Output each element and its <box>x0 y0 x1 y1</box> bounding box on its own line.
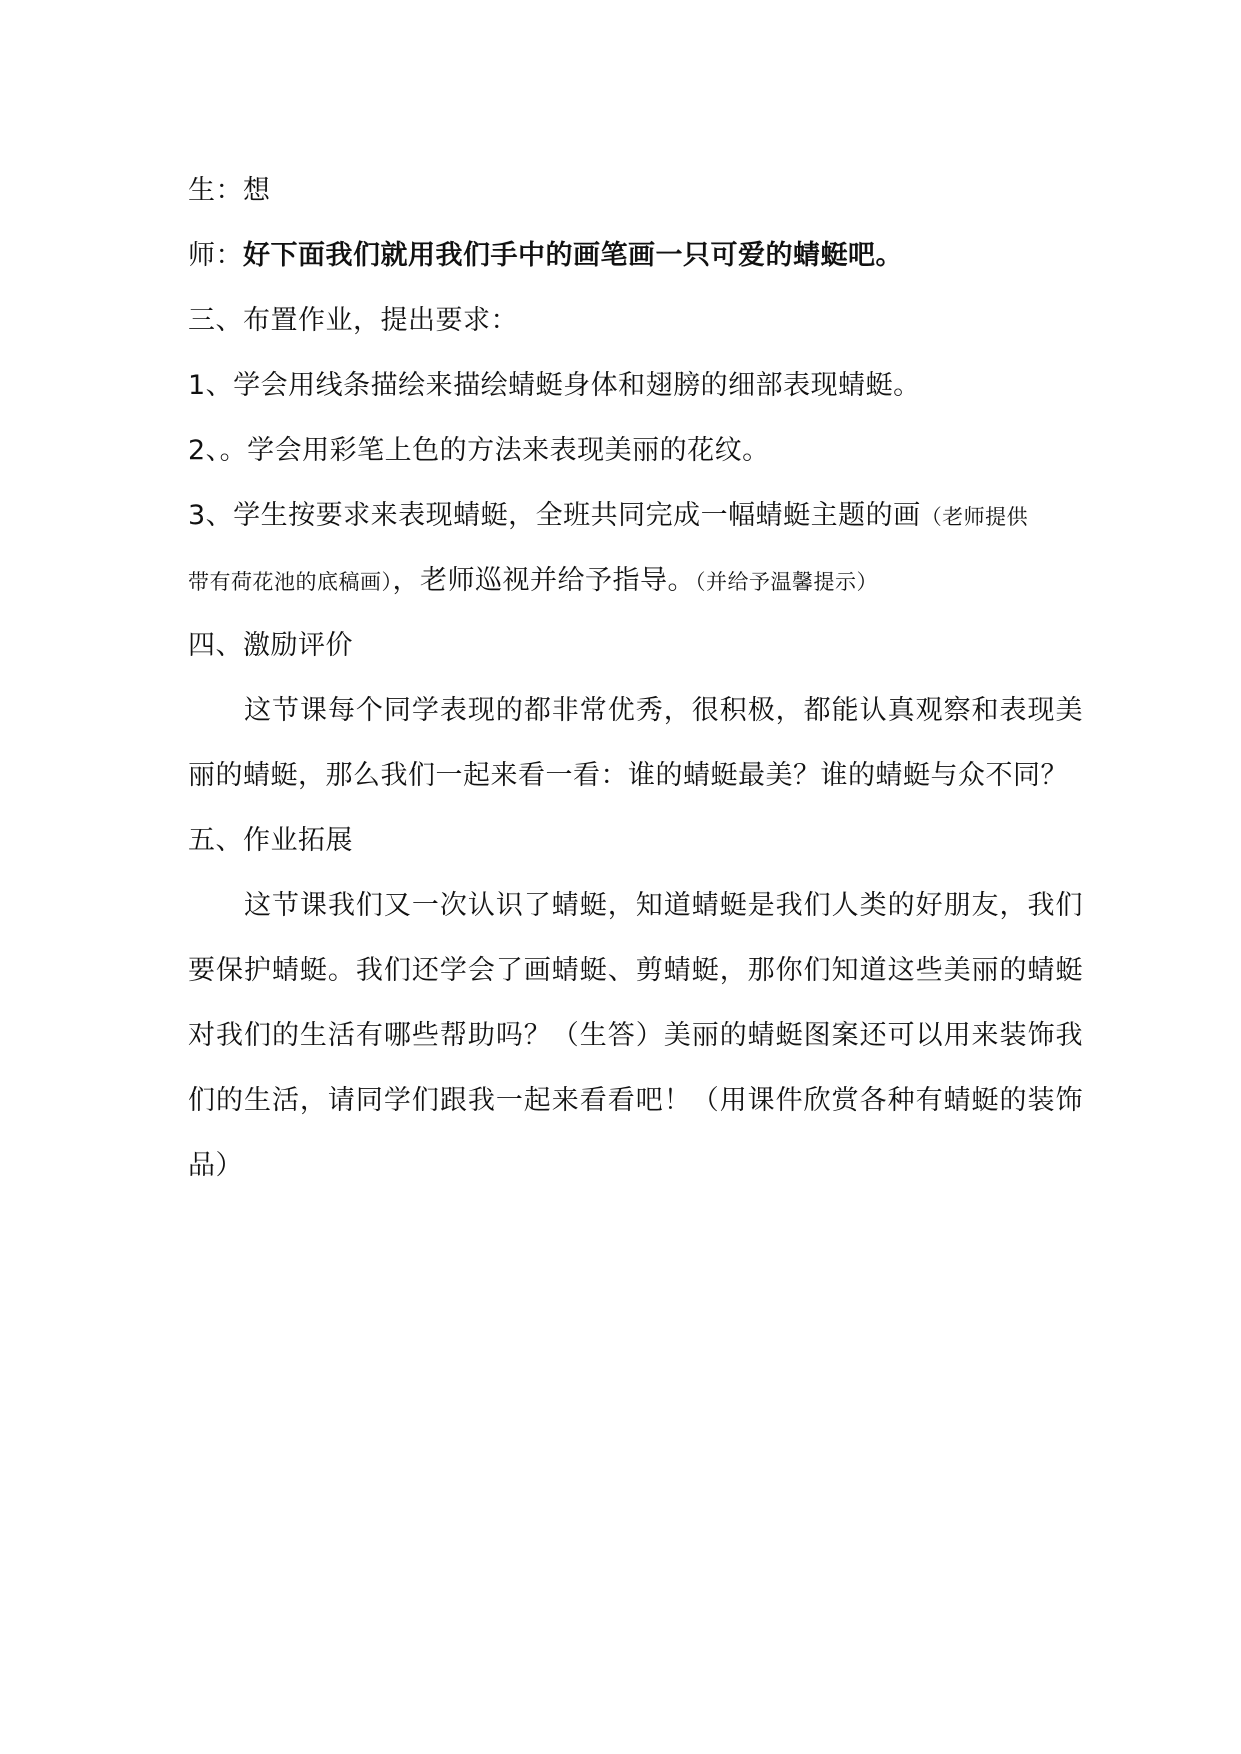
document-body <box>188 158 1083 1198</box>
requirement-item-2: 2、。学会用彩笔上色的方法来表现美丽的花纹。 <box>188 435 770 466</box>
student-line: 生：想 <box>188 175 271 206</box>
requirement-item-3 <box>188 483 1083 548</box>
requirement-item-3-note-cont: 带有荷花池的底稿画） <box>188 570 393 594</box>
requirement-item-3-tip: （并给予温馨提示） <box>695 570 878 594</box>
requirement-item-3-note: （老师提供 <box>920 505 1029 529</box>
section-heading-3: 三、布置作业，提出要求： <box>188 305 518 336</box>
requirement-item-3-guidance: ，老师巡视并给予指导。 <box>392 565 695 596</box>
evaluation-paragraph: 这节课每个同学表现的都非常优秀，很积极，都能认真观察和表现美丽的蜻蜓，那么我们一起来看一看：谁的蜻蜓最美？谁的蜻蜓与众不同？ <box>188 695 1083 791</box>
teacher-statement: 好下面我们就用我们手中的画笔画一只可爱的蜻蜓吧。 <box>243 240 903 271</box>
extension-paragraph: 这节课我们又一次认识了蜻蜓，知道蜻蜓是我们人类的好朋友，我们要保护蜻蜓。我们还学会了画蜻蜓、剪蜻蜓，那你们知道这些美丽的蜻蜓对我们的生活有哪些帮助吗？（生答）美丽的蜻蜓图案还可以用来装饰我们的生活，请同学们跟我一起来看看吧！（用课件欣赏各种有蜻蜓的装饰品） <box>188 890 1083 1181</box>
section-heading-5: 五、作业拓展 <box>188 825 353 856</box>
teacher-prefix: 师： <box>188 240 243 271</box>
requirement-item-3-main: 3、学生按要求来表现蜻蜓，全班共同完成一幅蜻蜓主题的画 <box>188 500 921 531</box>
section-heading-4: 四、激励评价 <box>188 630 353 661</box>
requirement-item-1: 1、学会用线条描绘来描绘蜻蜓身体和翅膀的细部表现蜻蜓。 <box>188 370 921 401</box>
requirement-item-3-continued <box>188 548 1083 613</box>
teacher-line <box>188 223 1083 288</box>
